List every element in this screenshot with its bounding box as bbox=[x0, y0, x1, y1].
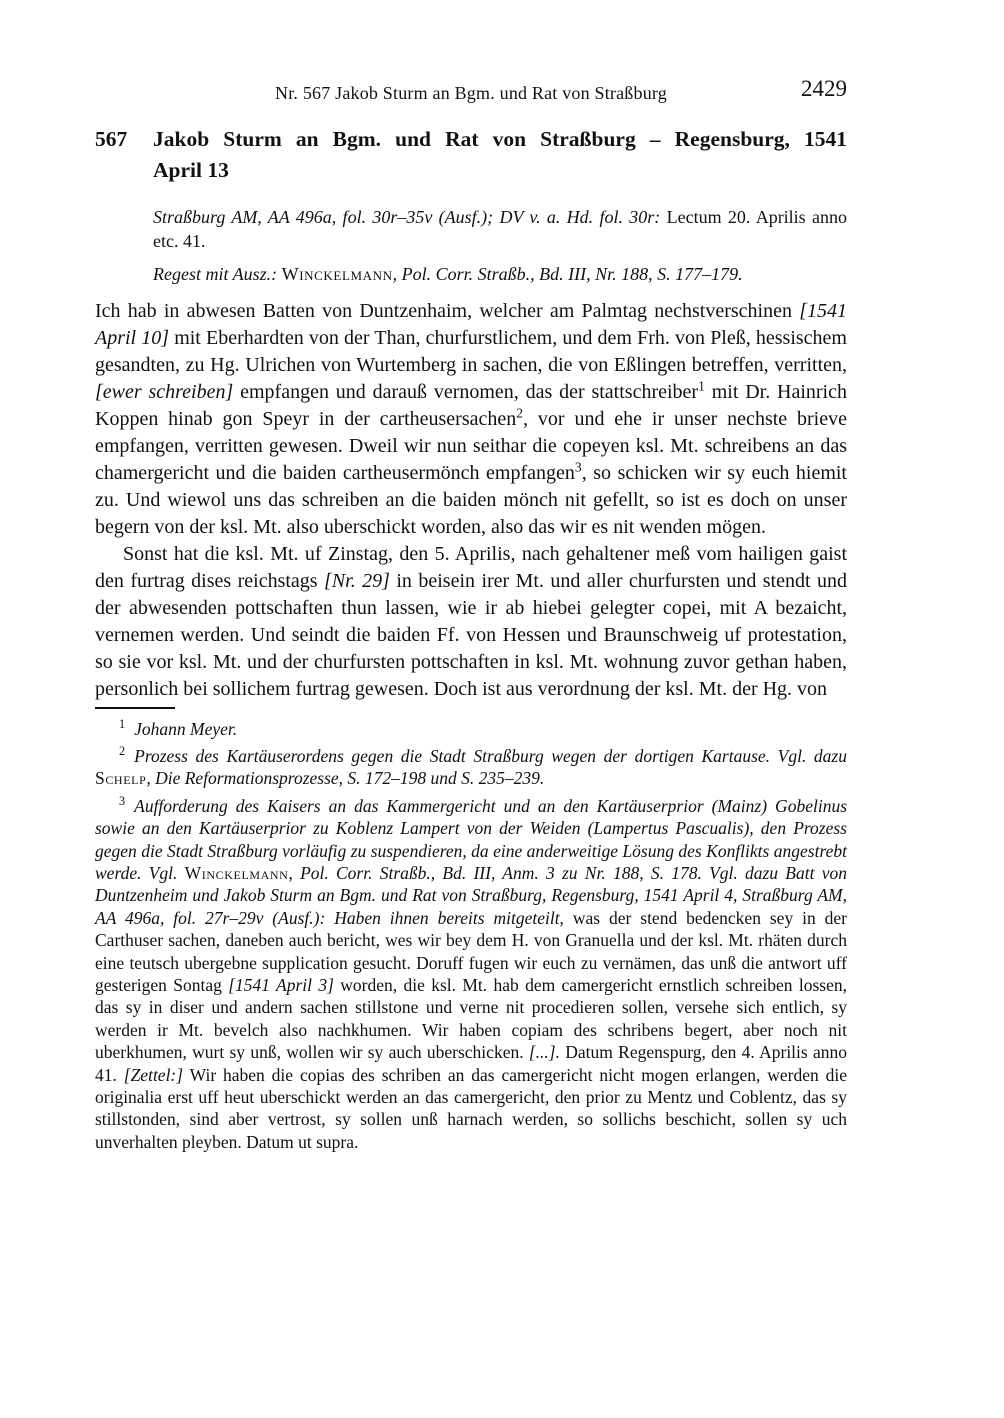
footnote-marker: 2 bbox=[119, 744, 126, 759]
heading-title-line2: April 13 bbox=[153, 158, 229, 182]
document-heading bbox=[95, 124, 847, 186]
footnote-marker: 3 bbox=[119, 793, 126, 808]
regest-note: Regest mit Ausz.: Winckelmann, Pol. Corr. Straßb., Bd. III, Nr. 188, S. 177–179. bbox=[153, 264, 743, 284]
heading-title-line1: Jakob Sturm an Bgm. und Rat von Straßburg – Regensburg, 1541 bbox=[153, 127, 847, 151]
footnote-text: Johann Meyer. bbox=[134, 718, 238, 739]
footnotes-section bbox=[95, 713, 847, 1153]
footnote-text: Prozess des Kartäuserordens gegen die Stadt Straßburg wegen der dortigen Kartause. Vgl. dazu Schelp, Die Reformationsprozesse, S. 172–198 und S. 235–239. bbox=[95, 746, 847, 789]
footnote-1 bbox=[95, 713, 847, 740]
body-paragraph-2: Sonst hat die ksl. Mt. uf Zinstag, den 5. Aprilis, nach gehaltener meß vom hailigen gaist den furtrag dises reichstags [Nr. 29] in beisein irer Mt. und aller churfursten und stendt und der abwesenden pottschaften thun lassen, wie ir ab hiebei gelegter copei, mit A bezaicht, vernemen werden. Und seindt die baiden Ff. von Hessen und Braunschweig uf protestation, so sie vor ksl. Mt. und der churfursten pottschaften in ksl. Mt. wohnung zuvor gethan haben, personlich bei sollichem furtrag gewesen. Doch ist aus verordnung der ksl. Mt. der Hg. von bbox=[95, 543, 847, 700]
heading-title bbox=[153, 124, 847, 186]
body-paragraph-1: Ich hab in abwesen Batten von Duntzenhaim, welcher am Palmtag nechstverschinen [1541 April 10] mit Eberhardten von der Than, churfurstlichem, und dem Frh. von Pleß, hessischem gesandten, zu Hg. Ulrichen von Wurtemberg in sachen, die von Eßlingen betreffen, verritten, [ewer schreiben] empfangen und darauß vernomen, das der stattschreiber$^1$ mit Dr. Hainrich Koppen hinab gon Speyr in der cartheusersachen$^2$, vor und ehe ir unser nechste brieve empfangen, verritten gewesen. Dweil wir nun seithar die copeyen ksl. Mt. schreibens an das chamergericht und die baiden cartheusermönch empfangen$^3$, so schicken wir sy euch hiemit zu. Und wiewol uns das schreiben an die baiden mönch nit gefellt, so ist es doch on unser begern von der ksl. Mt. also uberschickt worden, also das wir es nit wenden mögen. bbox=[95, 300, 847, 538]
source-block bbox=[153, 205, 847, 286]
source-note: Straßburg AM, AA 496a, fol. 30r–35v (Ausf.); DV v. a. Hd. fol. 30r: Lectum 20. Aprilis anno etc. 41. bbox=[153, 207, 847, 251]
heading-number: 567 bbox=[95, 127, 128, 151]
letter-body bbox=[95, 298, 847, 703]
page-number: 2429 bbox=[801, 76, 847, 101]
footnote-text: Aufforderung des Kaisers an das Kammergericht und an den Kartäuserprior (Mainz) Gobelinus sowie an den Kartäuserprior zu Koblenz Lampert von der Weiden (Lampertus Pascualis), den Prozess gegen die Stadt Straßburg vorläufig zu suspendieren, da eine anderweitige Lösung des Konflikts angestrebt werde. Vgl. Winckelmann, Pol. Corr. Straßb., Bd. III, Anm. 3 zu Nr. 188, S. 178. Vgl. dazu Batt von Duntzenheim und Jakob Sturm an Bgm. und Rat von Straßburg, Regensburg, 1541 April 4, Straßburg AM, AA 496a, fol. 27r–29v (Ausf.): Haben ihnen bereits mitgeteilt, was der stend bedencken sey in der Carthuser sachen, daneben auch bericht, wes wir bey dem H. von Granuella und der ksl. Mt. rhäten durch eine teutsch ubergebne supplication gesucht. Doruff fugen wir euch zu vernämen, das unß die antwort uff gesterigen Sontag [1541 April 3] worden, die ksl. Mt. hab dem camergericht ernstlich schreiben lossen, das sy in diser und andern sachen stillstone und verne nit procedieren sollen, versehe sich entlich, sy werden ir Mt. bevelch also nachkhumen. Wir haben copiam des schribens begert, aber noch nit uberkhumen, wurt sy unß, wollen wir sy auch uberschicken. [...]. Datum Regenspurg, den 4. Aprilis anno 41. [Zettel:] Wir haben die copias des schriben an das camergericht nicht mogen erlangen, werden die originalia erst uff heut uberschickt werden an das camergericht, den prior zu Mentz und Coblentz, das sy stillstonden, sind aber vertrost, sy sollen unß harnach werden, so sollichs beschicht, sollen sy uch unverhalten pleyben. Datum ut supra. bbox=[95, 795, 848, 1152]
running-head bbox=[95, 76, 847, 110]
footnote-marker: 1 bbox=[119, 717, 126, 731]
footnote-separator-rule bbox=[95, 707, 175, 709]
footnote-2 bbox=[95, 740, 847, 790]
running-head-title: Nr. 567 Jakob Sturm an Bgm. und Rat von Straßburg bbox=[275, 83, 667, 103]
footnote-3 bbox=[95, 790, 847, 1153]
